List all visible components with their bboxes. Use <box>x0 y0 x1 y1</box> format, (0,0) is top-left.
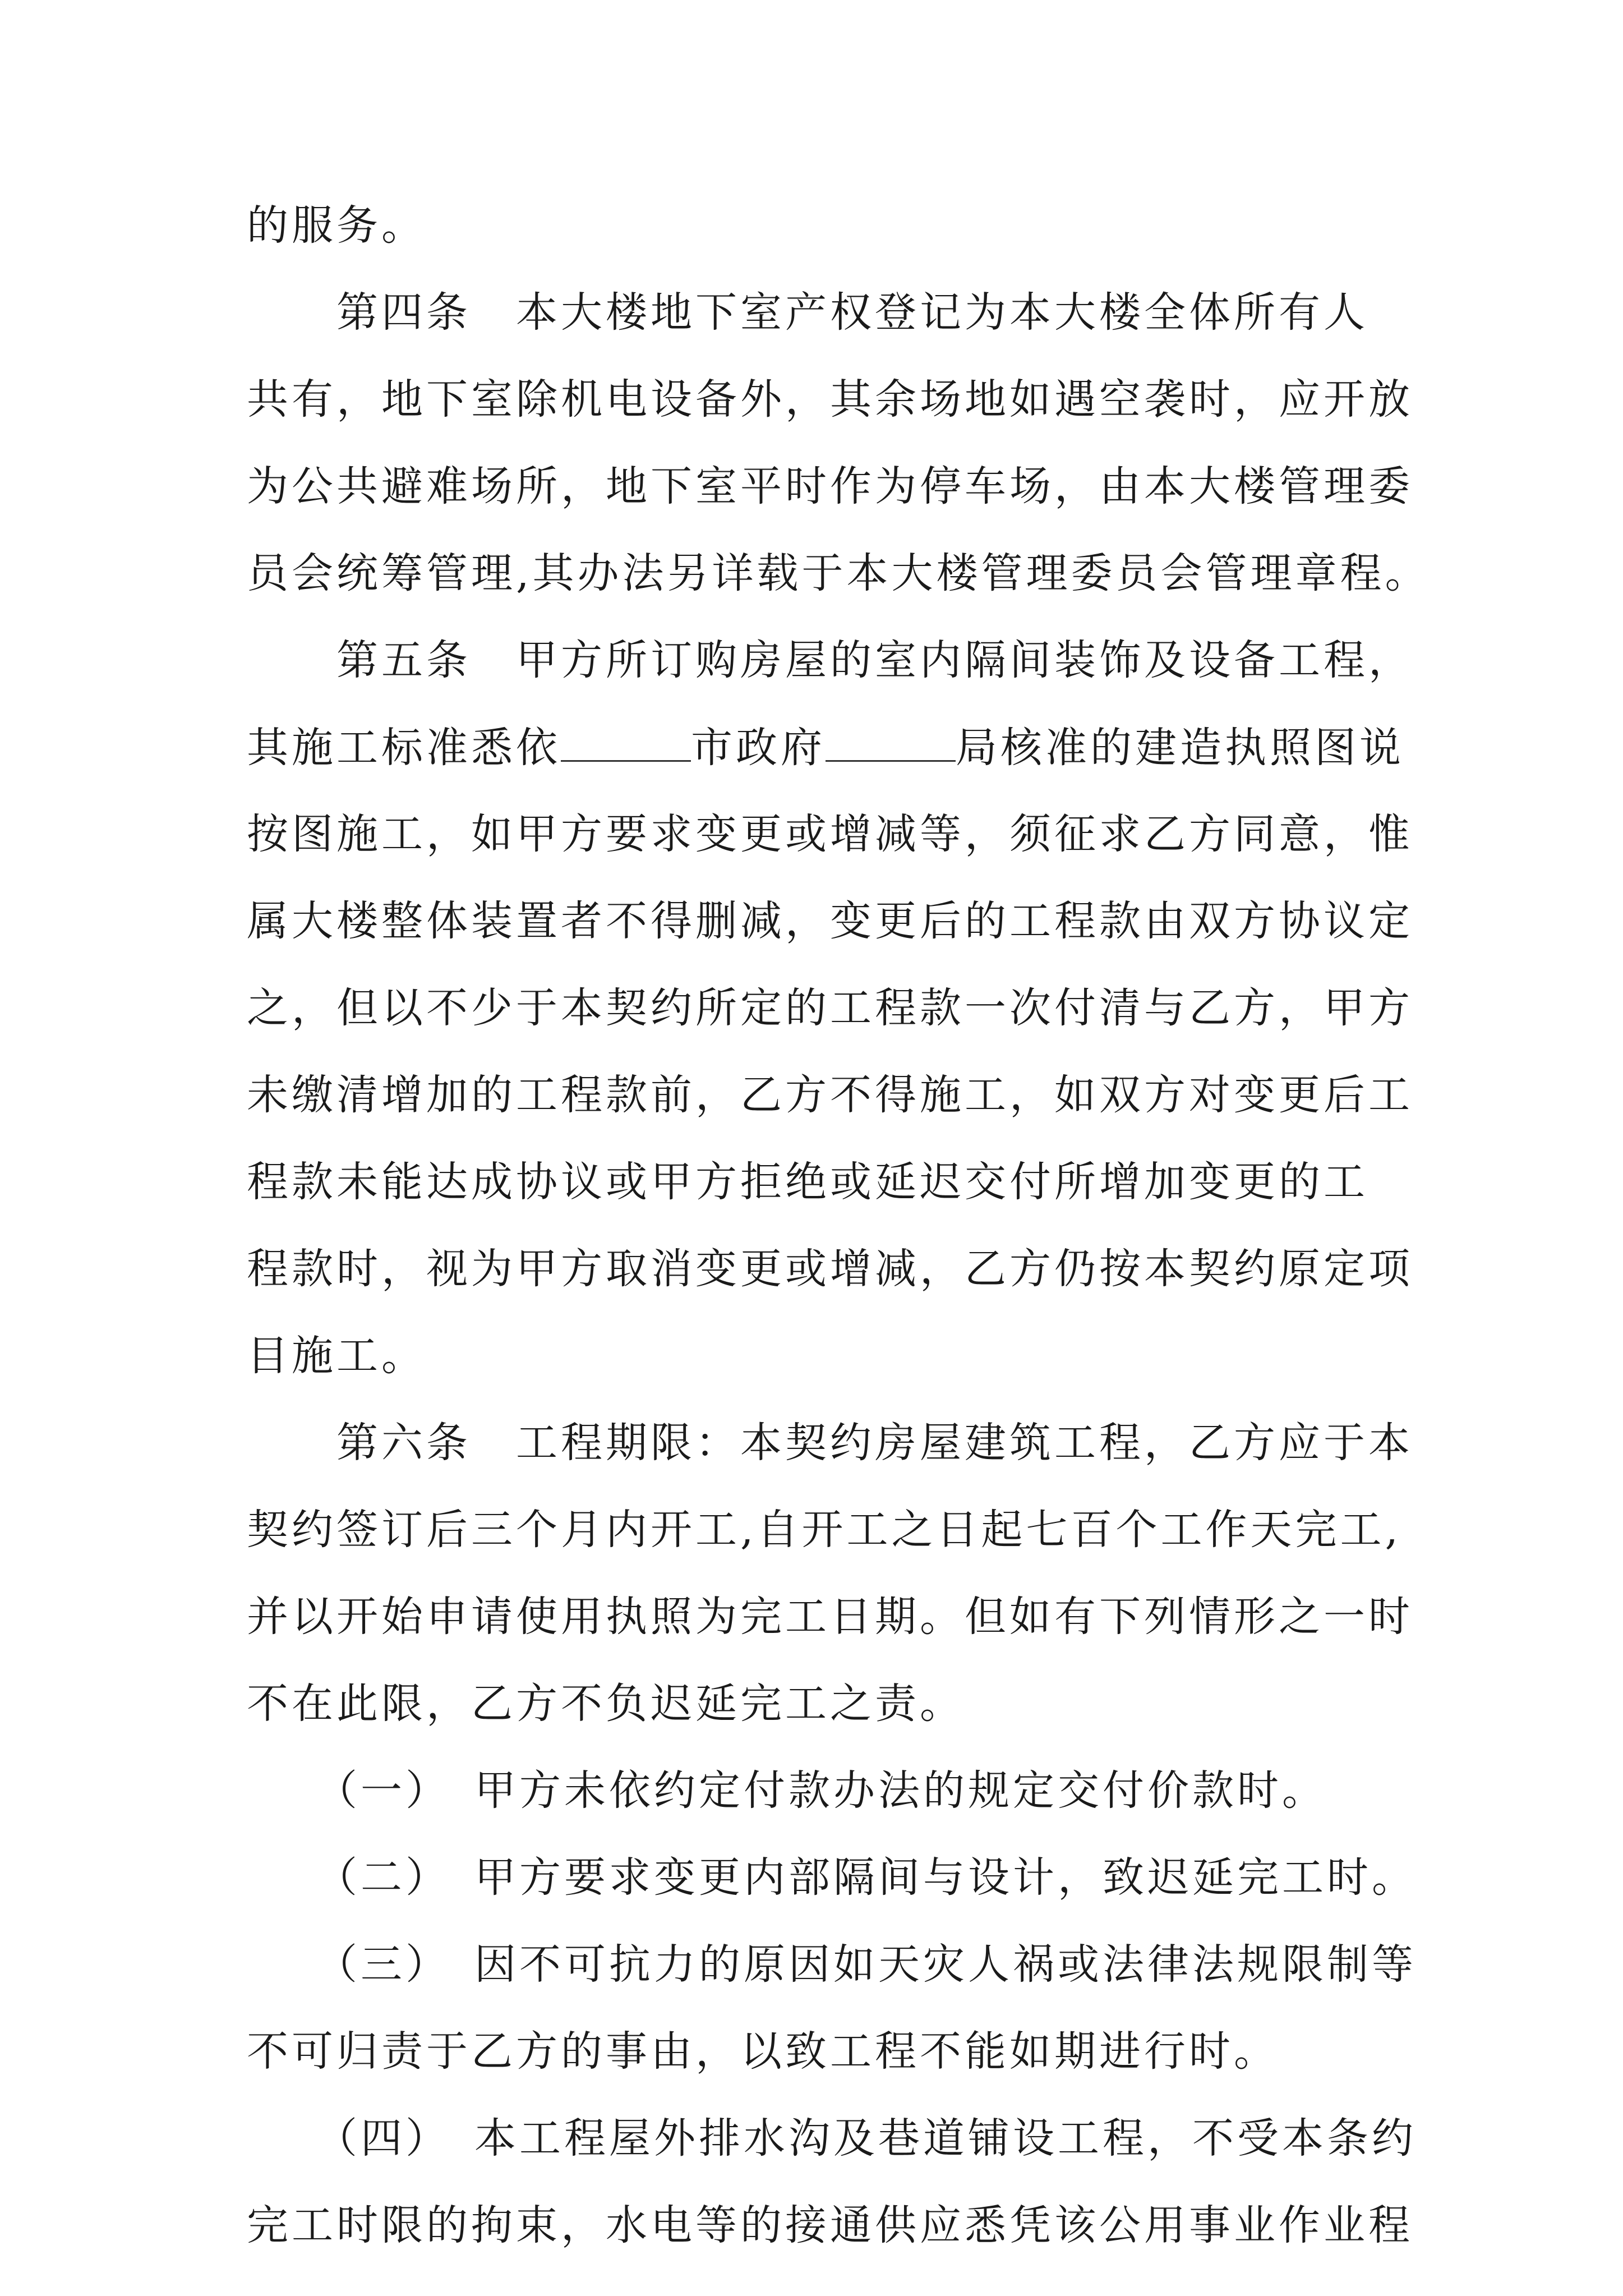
text-line <box>247 726 1404 783</box>
text-line: 不可归责于乙方的事由，以致工程不能如期进行时。 <box>247 2027 1279 2076</box>
text-line: （一） 甲方未依约定付款办法的规定交付价款时。 <box>247 1766 1327 1815</box>
text-segment: 市政府 <box>691 724 826 772</box>
text-segment: 其施工标准悉依 <box>247 724 561 772</box>
text-line: 程款未能达成协议或甲方拒绝或延迟交付所增加变更的工 <box>247 1158 1368 1206</box>
text-line: 第五条 甲方所订购房屋的室内隔间装饰及设备工程， <box>247 636 1413 684</box>
text-line: 并以开始申请使用执照为完工日期。但如有下列情形之一时 <box>247 1593 1413 1641</box>
text-line: 的服务。 <box>247 201 426 250</box>
fill-in-blank[interactable] <box>561 726 691 762</box>
text-line: 属大楼整体装置者不得删减，变更后的工程款由双方协议定 <box>247 897 1413 945</box>
text-line: 完工时限的拘束，水电等的接通供应悉凭该公用事业作业程 <box>247 2201 1413 2249</box>
text-line: 员会统筹管理,其办法另详载于本大楼管理委员会管理章程。 <box>247 549 1430 597</box>
text-line: 契约签订后三个月内开工,自开工之日起七百个工作天完工, <box>247 1506 1402 1554</box>
text-line: 按图施工，如甲方要求变更或增减等，须征求乙方同意，惟 <box>247 810 1413 858</box>
text-line: 第六条 工程期限：本契约房屋建筑工程，乙方应于本 <box>247 1419 1413 1467</box>
text-line: 未缴清增加的工程款前，乙方不得施工，如双方对变更后工 <box>247 1071 1413 1119</box>
text-line: 程款时，视为甲方取消变更或增减，乙方仍按本契约原定项 <box>247 1245 1413 1293</box>
text-line: （四） 本工程屋外排水沟及巷道铺设工程，不受本条约 <box>247 2114 1417 2162</box>
text-line: 第四条 本大楼地下室产权登记为本大楼全体所有人 <box>247 288 1368 337</box>
text-segment: 局核准的建造执照图说 <box>956 724 1404 772</box>
text-line: 为公共避难场所，地下室平时作为停车场，由本大楼管理委 <box>247 462 1413 510</box>
text-line: 不在此限，乙方不负迟延完工之责。 <box>247 1680 965 1728</box>
text-line: （三） 因不可抗力的原因如天灾人祸或法律法规限制等 <box>247 1940 1417 1989</box>
text-line: 之，但以不少于本契约所定的工程款一次付清与乙方，甲方 <box>247 984 1413 1032</box>
text-line: 共有，地下室除机电设备外，其余场地如遇空袭时，应开放 <box>247 375 1413 424</box>
text-line: （二） 甲方要求变更内部隔间与设计，致迟延完工时。 <box>247 1853 1417 1902</box>
fill-in-blank[interactable] <box>826 726 956 762</box>
text-line: 目施工。 <box>247 1332 426 1380</box>
